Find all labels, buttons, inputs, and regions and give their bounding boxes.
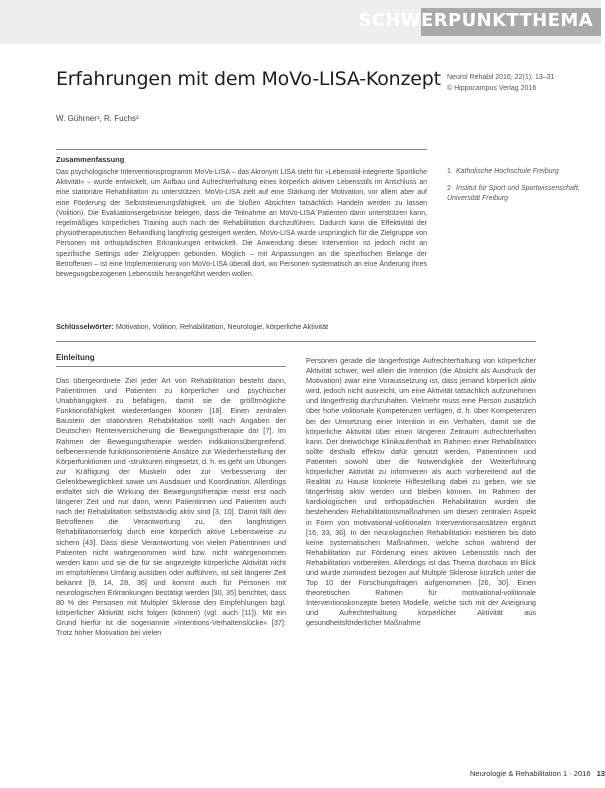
section-label: SCHWERPUNKTTHEMA [358,10,593,31]
article-title: Erfahrungen mit dem MoVo-LISA-Konzept [56,68,441,90]
abstract-text: Das psychologische Interventionsprogramm MoVo-LISA – das Akronym LISA steht für »Lebensstil-integrierte Sportliche Aktivität« – wurde entwickelt, um Aufbau und Aufrechterhaltung eines körperlich aktiven Lebensstils im Anschluss an eine stationäre Rehabilitation zu unterstützen. MoVo-LISA zielt auf eine Stärkung der Motivation, vor allem aber auf eine Förderung der Selbststeuerungsfähigkeit, um die bloßen Absichten tatsächlich Handeln werden zu lassen (Volition). Die Evaluationsergebnisse belegen, dass die Teilnahme an MoVo-LISA Patienten darin unterstützen kann, regelmäßiges körperliches Training auch nach der Rehabilitation durchzuführen. Dadurch kann die Effektivität der physiotherapeutischen Behandlung langfristig gesteigert werden. MoVo-LISA wurde ursprünglich für die Zielgruppe von Personen mit orthopädischen Erkrankungen entwickelt. Die Anwendung dieser Intervention ist jedoch nicht an spezifische Settings oder Zielgruppen gebunden. Möglich – mit Anpassungen an die spezifischen Belange der Betroffenen – ist eine Implementierung von MoVo-LISA überall dort, wo Personen systematisch an eine Änderung ihres bewegungsbezogenen Lebensstils herangeführt werden wollen. [56,169,427,279]
section-banner [0,0,601,44]
keywords-text: Motivation, Volition, Rehabilitation, Neurologie, körperliche Aktivität [115,322,329,331]
section-heading: Einleitung [56,353,95,362]
journal-name: Neurologie & Rehabilitation 1 · 2016 [470,769,591,778]
divider [56,341,536,342]
affiliation [447,167,595,177]
body-column-left: Das übergeordnete Ziel jeder Art von Rehabilitation besteht darin, Patientinnen und Patienten zu körperlicher und psychischer Unabhängigkeit zu befähigen, damit sie die größtmögliche Funktionsfähigkeit wiedererlangen können [18]. Einen zentralen Baustein der stationären Rehabilitation stellt nach Angaben der Deutschen Rentenversicherung die Bewegungstherapie dar [7]. Im Rahmen der Bewegungstherapie werden indikationsübergreifend, tiefbenennende funktionsorientierte Ansätze zur Wiederherstellung der Körperfunktionen und -strukturen eingesetzt, d. h. es geht um Übungen zur Kräftigung der Muskeln oder zur Verbesserung der Gelenkbeweglichkeit sowie um Ausdauer und Koordination. Allerdings entfaltet sich die Wirkung der Bewegungstherapie meist erst nach längerer Zeit und nur dann, wenn Patientinnen und Patienten auch nach der Rehabilitation selbstständig aktiv sind [3, 10]. Damit fällt den Betroffenen die Verantwortung zu, den langfristigen Rehabilitationserfolg durch eine körperlich aktive Lebensweise zu sichern [43]. Dass diese Verantwortung von vielen Patientinnen und Patienten nicht wahrgenommen wird bzw. nicht wahrgenommen werden kann und sie die für sie angezeigte körperliche Aktivität nicht im empfohlenen Umfang ausüben oder aufführen, ist seit längerer Zeit bekannt [9, 14, 28, 36] und kommt auch für Personen mit neurologischen Erkrankungen bestätigt werden [30, 35] berichtet, dass 80 % der Personen mit Multipler Sklerose den Empfehlungen bzgl. körperlicher Aktivität nicht folgen (können) (vgl. auch [11]). Mit ein Grund hierfür ist die sogenannte »Intentions-Verhaltenslücke« [37]: Trotz hoher Motivation bei vielen [56,376,286,638]
page-footer [470,769,605,778]
affiliation-text: Institut für Sport und Sportwissenschaft, Universität Freiburg [447,185,580,202]
divider [56,366,286,367]
affiliation-text: Katholische Hochschule Freiburg [456,168,559,175]
affiliation [447,184,595,204]
affiliation-number: 1 [447,168,451,175]
divider [56,149,427,150]
body-column-right: Personen gerade die längerfristige Aufrechterhaltung von körperlicher Aktivität schwer, weil allein die Intention (die Absicht als Ausdruck der Motivation) zwar eine Voraussetzung ist, dass jemand körperlich aktiv wird, jedoch nicht ausreicht, um eine Aktivität tatsächlich aufzunehmen und längerfristig durchzuhalten. Vielmehr muss eine Person zusätzlich über hohe volitionale Kompetenzen verfügen, d. h. über Kompetenzen bei der Umsetzung einer Intention in ein Verhalten, damit sie die körperliche Aktivität über einen längeren Zeitraum aufrechterhalten kann. Der dreiwöchige Klinikaufenthalt im Rahmen einer Rehabilitation sollte deshalb effektiv dafür genutzt werden, Patientinnen und Patienten sowohl über die Notwendigkeit der Weiterführung körperlicher Aktivität zu informieren als auch vorbereitend auf die Realität zu Hause konkrete Hilfestellung dabei zu geben, wie sie längerfristig aktiv werden und bleiben können. Im Rahmen der kardiologischen und orthopädischen Rehabilitation wurden die bestehenden Rehabilitationsmaßnahmen um diesen zentralen Aspekt in Form von motivational-volitionalen Interventionsansätzen ergänzt [16, 33, 36]. In der neurologischen Rehabilitation existieren bis dato keine systematischen Maßnahmen, welche schon während der Rehabilitation zur Förderung eines aktiven Lebensstils nach der Rehabilitation vorbereiten. Allerdings ist das Thema durchaus im Blick und wurde zumindest bezogen auf Multiple Sklerose kürzlich unter die Top 10 der Forschungsfragen aufgenommen [26, 30]. Einen theoretischen Rahmen für motivational-volitionale Interventionskonzepte bieten Modelle, welche sich mit der Aneignung und Aufrechterhaltung körperlicher Aktivität aus gesundheitsförderlicher Maßnahme [306,356,536,628]
authors: W. Gührner¹, R. Fuchs² [56,114,139,123]
publisher: © Hippocampus Verlag 2016 [447,85,537,92]
citation-block [447,72,597,94]
keywords [56,322,427,331]
page-number: 13 [596,769,605,778]
affiliation-number: 2 [447,185,451,192]
abstract-heading: Zusammenfassung [56,155,125,164]
keywords-label: Schlüsselwörter: [56,322,114,331]
citation: Neurol Rehabil 2016; 22(1): 13–31 [447,74,555,81]
